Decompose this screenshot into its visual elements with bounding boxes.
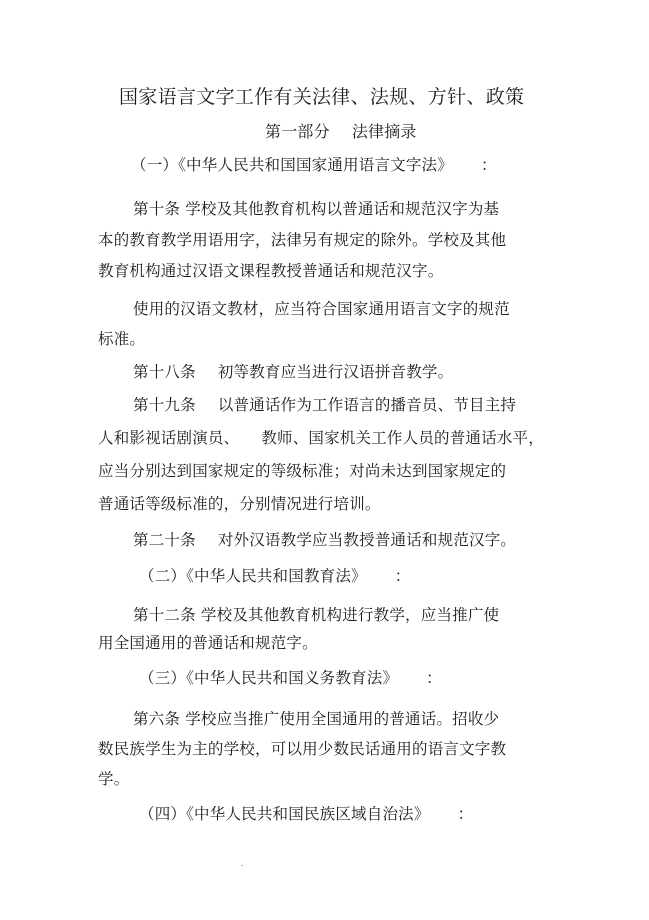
section-heading <box>131 155 497 175</box>
paragraph-line: 第十条 学校及其他教育机构以普通话和规范汉字为基 <box>133 200 500 218</box>
article-text: 以普通话作为工作语言的播音员、节目主持 <box>217 396 517 414</box>
paragraph-fragment: 教师、国家机关工作人员的普通话水平， <box>261 429 544 447</box>
section-heading-text: （一）《中华人民共和国国家通用语言文字法》 <box>131 156 453 174</box>
paragraph-line <box>98 428 544 448</box>
paragraph-line: 普通话等级标准的，分别情况进行培训。 <box>98 495 381 513</box>
article-text: 初等教育应当进行汉语拼音教学。 <box>217 363 454 381</box>
part-heading <box>265 122 417 142</box>
section-heading-text: （三）《中华人民共和国义务教育法》 <box>139 669 399 687</box>
section-heading-colon: ： <box>457 805 474 823</box>
part-number: 第一部分 <box>265 122 330 141</box>
section-heading-colon: ： <box>480 156 497 174</box>
paragraph-line: 标准。 <box>98 330 146 348</box>
article-line <box>133 395 516 415</box>
paragraph-line: 用全国通用的普通话和规范字。 <box>98 634 318 652</box>
article-text: 对外汉语教学应当教授普通话和规范汉字。 <box>217 531 517 549</box>
document-title: 国家语言文字工作有关法律、法规、方针、政策 <box>119 86 525 108</box>
section-heading-colon: ： <box>394 567 411 585</box>
article-number: 第十八条 <box>133 363 196 381</box>
footer-mark: . <box>241 859 244 868</box>
paragraph-line: 学。 <box>98 770 130 788</box>
paragraph-fragment: 人和影视话剧演员、 <box>98 429 240 447</box>
section-heading-colon: ： <box>426 669 442 687</box>
section-heading <box>139 804 473 824</box>
paragraph-line: 第十二条 学校及其他教育机构进行教学，应当推广使 <box>133 606 500 624</box>
paragraph-line: 第六条 学校应当推广使用全国通用的普通话。招收少 <box>133 710 500 728</box>
part-name: 法律摘录 <box>351 122 417 141</box>
paragraph-line: 教育机构通过汉语文课程教授普通话和规范汉字。 <box>98 262 444 280</box>
paragraph-line: 数民族学生为主的学校，可以用少数民话通用的语言文字教 <box>98 740 507 758</box>
paragraph-line: 使用的汉语文教材，应当符合国家通用语言文字的规范 <box>133 300 510 318</box>
section-heading <box>139 668 442 688</box>
section-heading <box>139 566 410 586</box>
paragraph-line: 应当分别达到国家规定的等级标准；对尚未达到国家规定的 <box>98 462 507 480</box>
article-line <box>133 530 516 550</box>
paragraph-line: 本的教育教学用语用字，法律另有规定的除外。学校及其他 <box>98 231 507 249</box>
article-number: 第二十条 <box>133 531 196 549</box>
section-heading-text: （二）《中华人民共和国教育法》 <box>139 567 367 585</box>
article-line <box>133 362 453 382</box>
article-number: 第十九条 <box>133 396 196 414</box>
section-heading-text: （四）《中华人民共和国民族区域自治法》 <box>139 805 430 823</box>
